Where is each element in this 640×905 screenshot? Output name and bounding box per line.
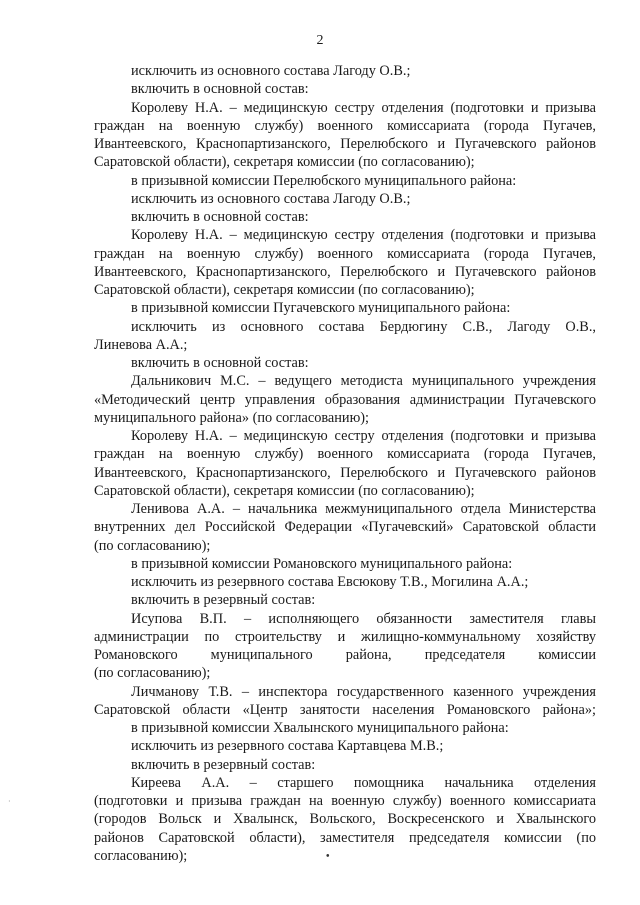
text-line: включить в резервный состав: bbox=[131, 592, 316, 609]
text-line: «Методический центр управления образования администрации Пугачевского bbox=[94, 391, 596, 408]
text-line: Ленивова А.А. – начальника межмуниципального отдела Министерства bbox=[131, 501, 596, 517]
text-line: районов Саратовской области), заместителя председателя комиссии (по bbox=[94, 829, 596, 846]
text-line: (подготовки и призыва граждан на военную службу) военного комиссариата bbox=[94, 793, 596, 809]
text-line: Ивантеевского, Краснопартизанского, Перелюбского и Пугачевского районов bbox=[94, 464, 596, 481]
text-line: Ивантеевского, Краснопартизанского, Перелюбского и Пугачевского районов bbox=[94, 263, 596, 280]
text-line: муниципального района» (по согласованию); bbox=[94, 409, 369, 426]
text-line: Личманову Т.В. – инспектора государственного казенного учреждения bbox=[131, 683, 596, 700]
text-line: Дальникович М.С. – ведущего методиста муниципального учреждения bbox=[131, 373, 596, 390]
text-line: включить в основной состав: bbox=[131, 355, 309, 371]
text-line: внутренних дел Российской Федерации «Пугачевский» Саратовской области bbox=[94, 519, 596, 536]
text-line: включить в основной состав: bbox=[131, 209, 309, 225]
text-line: включить в основной состав: bbox=[131, 81, 309, 98]
text-line: согласованию); bbox=[94, 847, 188, 864]
text-line: в призывной комиссии Пугачевского муниципального района: bbox=[131, 300, 511, 317]
text-line: администрации по строительству и жилищно-коммунальному хозяйству bbox=[94, 628, 596, 645]
text-line: Королеву Н.А. – медицинскую сестру отделения (подготовки и призыва bbox=[131, 99, 596, 116]
text-line: в призывной комиссии Хвалынского муниципального района: bbox=[131, 720, 509, 736]
text-line: Саратовской области), секретаря комиссии (по согласованию); bbox=[94, 154, 475, 171]
text-line: Саратовской области), секретаря комиссии (по согласованию); bbox=[94, 482, 475, 499]
document-body bbox=[94, 62, 596, 865]
text-line: граждан на военную службу) военного комиссариата (города Пугачев, bbox=[94, 446, 596, 463]
text-line: Исупова В.П. – исполняющего обязанности заместителя главы bbox=[131, 610, 596, 627]
text-line: исключить из резервного состава Евсюкову Т.В., Могилина А.А.; bbox=[131, 574, 529, 590]
scan-speck: • bbox=[326, 851, 330, 862]
text-line: исключить из основного состава Лагоду О.В.; bbox=[131, 190, 411, 207]
text-line: Романовского муниципального района, председателя комиссии bbox=[94, 647, 596, 663]
text-line: исключить из основного состава Бердюгину С.В., Лагоду О.В., bbox=[131, 318, 596, 335]
scan-speck: · bbox=[8, 797, 11, 806]
text-line: Линевова А.А.; bbox=[94, 336, 188, 353]
text-line: исключить из резервного состава Картавцева М.В.; bbox=[131, 738, 444, 755]
text-line: в призывной комиссии Перелюбского муниципального района: bbox=[131, 172, 517, 189]
text-line: Саратовской области «Центр занятости населения Романовского района»; bbox=[94, 701, 596, 718]
text-line: Королеву Н.А. – медицинскую сестру отделения (подготовки и призыва bbox=[131, 227, 596, 244]
text-line: исключить из основного состава Лагоду О.В.; bbox=[131, 63, 411, 79]
text-line: Киреева А.А. – старшего помощника начальника отделения bbox=[131, 774, 596, 791]
text-line: (по согласованию); bbox=[94, 665, 211, 682]
text-line: (городов Вольск и Хвалынск, Вольского, Воскресенского и Хвалынского bbox=[94, 811, 596, 828]
text-line: (по согласованию); bbox=[94, 537, 211, 554]
text-line: граждан на военную службу) военного комиссариата (города Пугачев, bbox=[94, 245, 596, 262]
text-line: Ивантеевского, Краснопартизанского, Перелюбского и Пугачевского районов bbox=[94, 136, 596, 152]
text-line: в призывной комиссии Романовского муниципального района: bbox=[131, 555, 513, 572]
text-line: Королеву Н.А. – медицинскую сестру отделения (подготовки и призыва bbox=[131, 428, 596, 444]
page-number: 2 bbox=[316, 33, 324, 48]
text-line: Саратовской области), секретаря комиссии (по согласованию); bbox=[94, 282, 475, 298]
text-line: включить в резервный состав: bbox=[131, 756, 316, 773]
text-line: граждан на военную службу) военного комиссариата (города Пугачев, bbox=[94, 117, 596, 134]
